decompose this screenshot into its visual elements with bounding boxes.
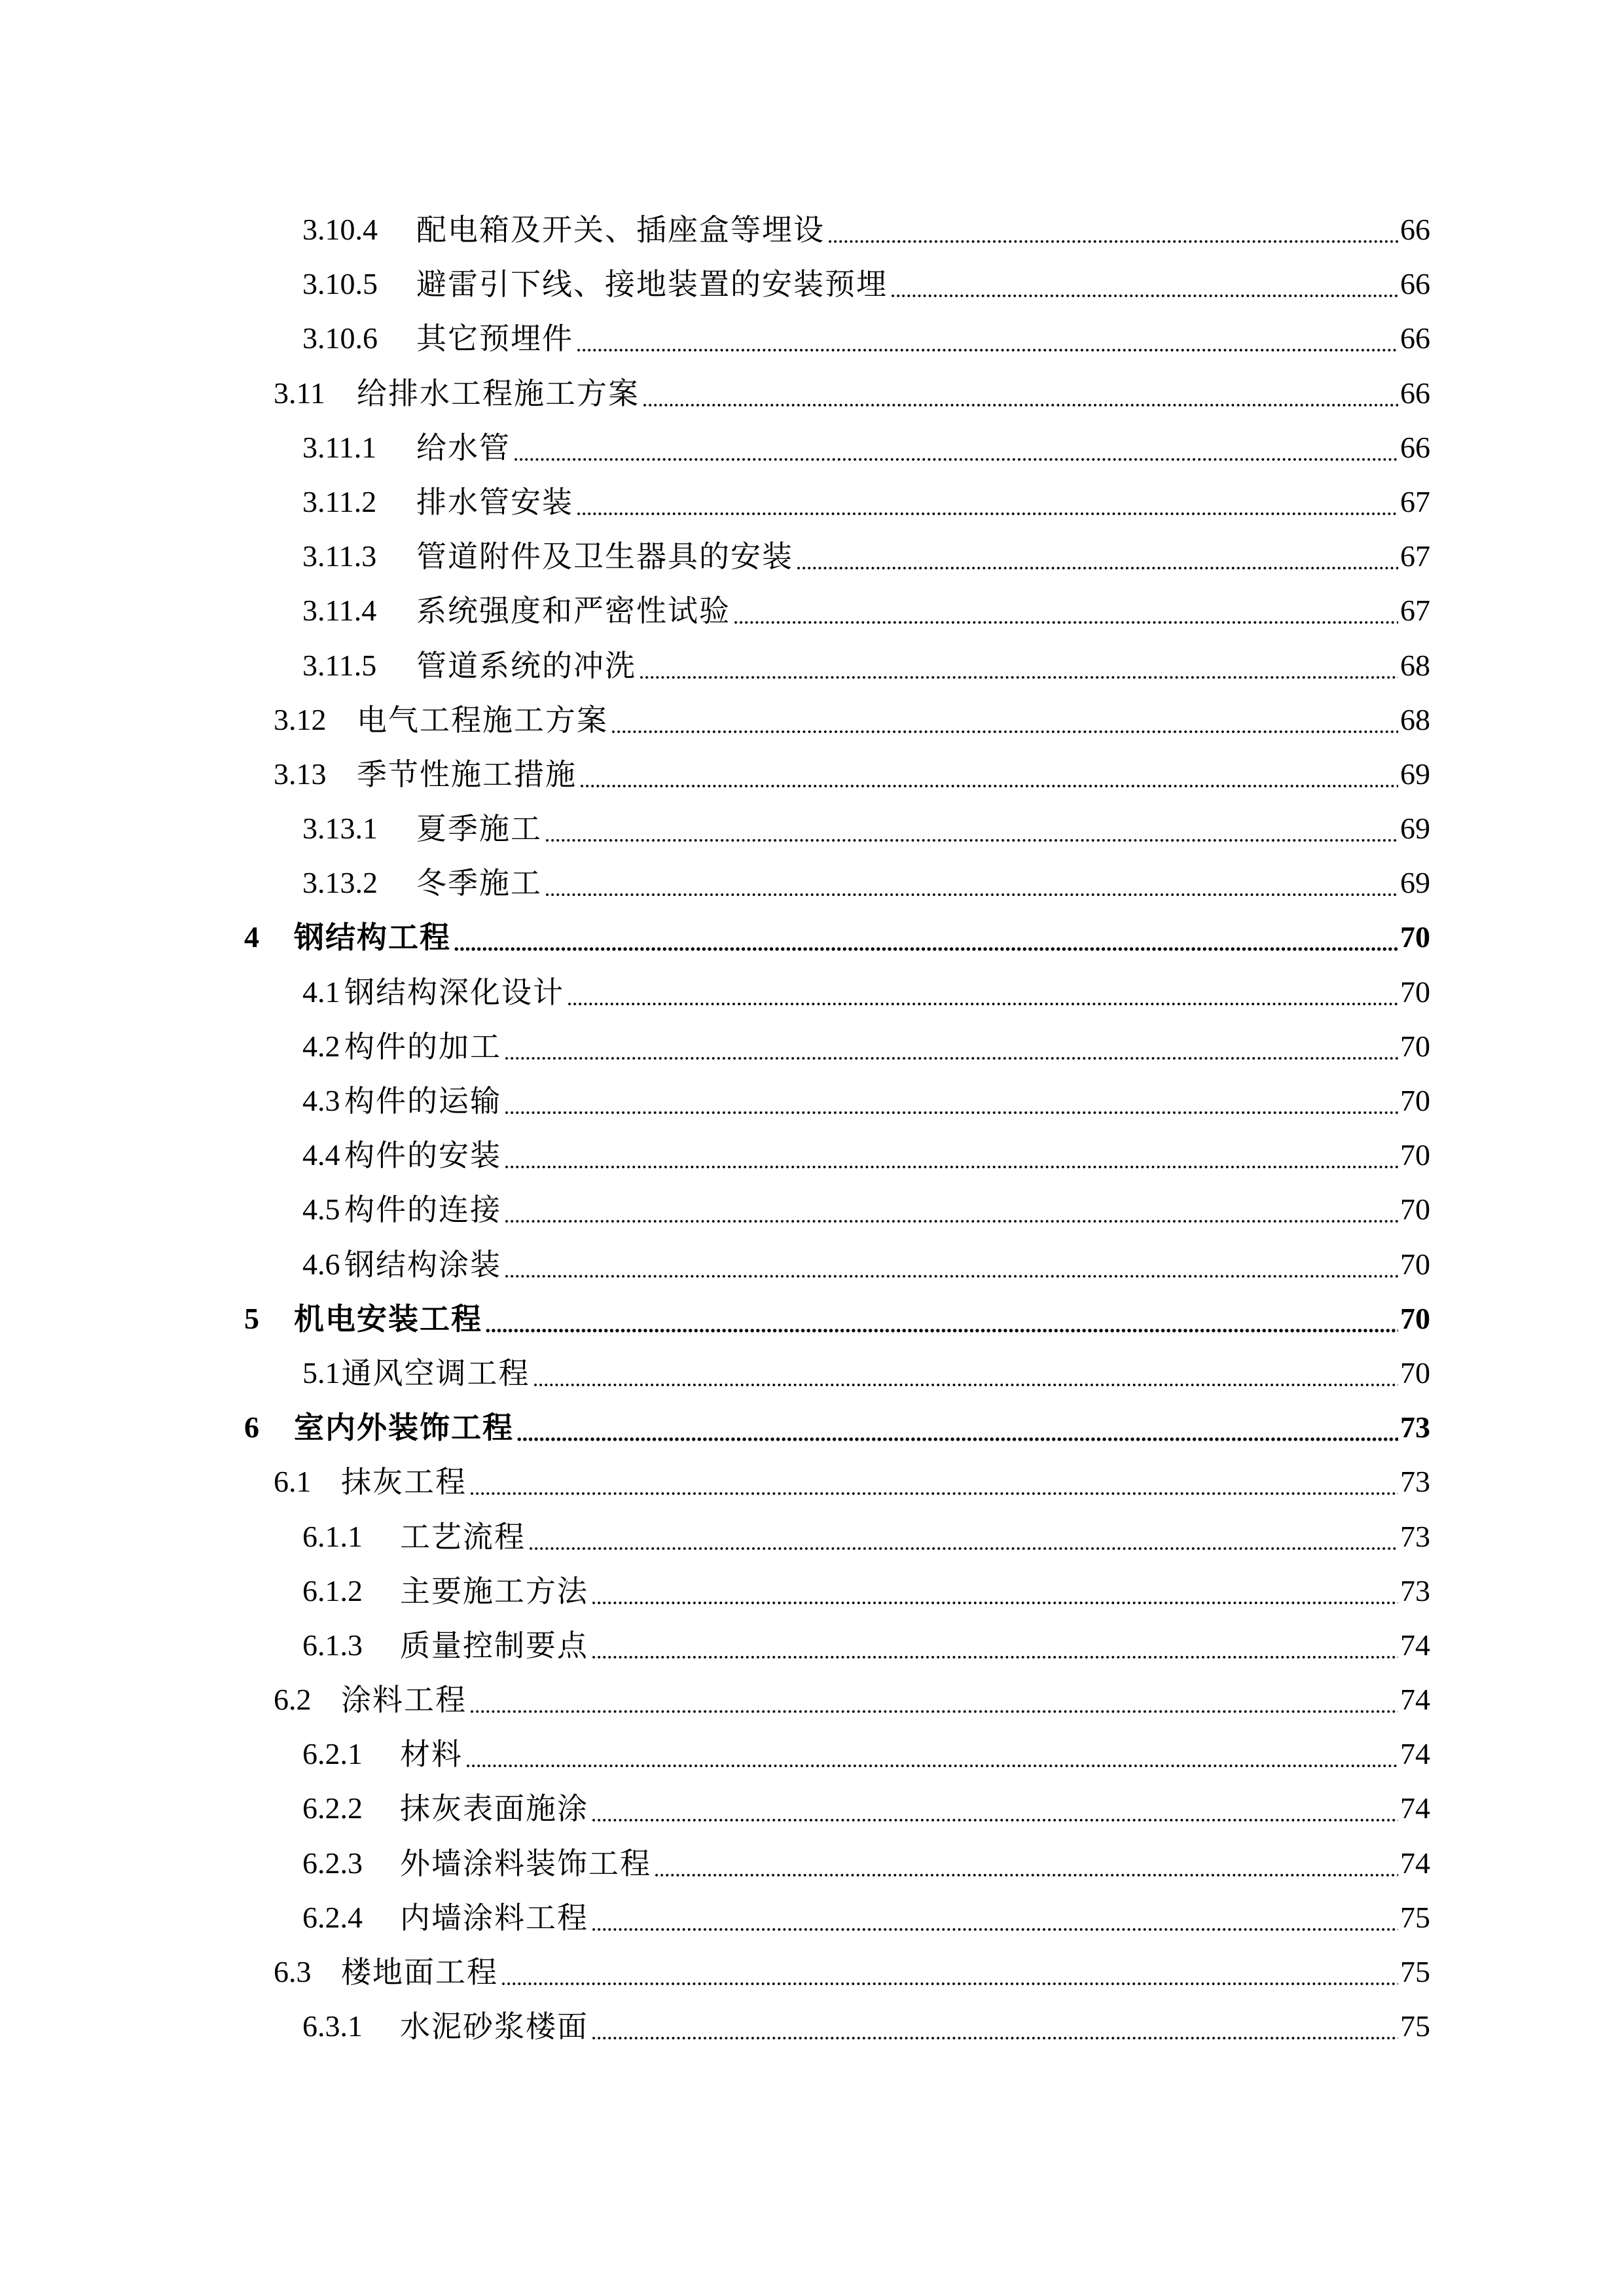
dot-leader — [528, 1519, 1398, 1554]
toc-entry[interactable] — [0, 367, 1624, 421]
toc-entry-title: 机电安装工程 — [294, 1300, 482, 1336]
toc-entry[interactable] — [0, 1891, 1624, 1945]
toc-entry[interactable] — [0, 257, 1624, 312]
toc-entry-number: 3.10.4 — [302, 213, 378, 246]
toc-entry-number: 6.3.1 — [302, 2009, 363, 2043]
toc-entry-number: 4.3 — [302, 1084, 340, 1117]
toc-entry-title: 抹灰工程 — [341, 1464, 467, 1500]
toc-entry-page: 66 — [1400, 376, 1430, 410]
toc-entry-title: 避雷引下线、接地装置的安装预埋 — [416, 266, 888, 302]
dot-leader — [504, 1192, 1398, 1227]
toc-chapter-entry[interactable] — [0, 910, 1624, 965]
toc-entry-number: 6.1 — [274, 1465, 312, 1499]
dot-leader — [796, 539, 1398, 574]
toc-entry-number: 3.12 — [274, 702, 327, 736]
toc-entry-page: 70 — [1400, 975, 1430, 1009]
toc-entry-number: 5 — [244, 1301, 259, 1335]
toc-entry[interactable] — [0, 856, 1624, 910]
dot-leader — [827, 212, 1398, 247]
toc-entry-number: 6.1.2 — [302, 1573, 363, 1607]
toc-entry[interactable] — [0, 1455, 1624, 1509]
toc-entry-title: 室内外装饰工程 — [294, 1410, 514, 1446]
toc-entry-title: 涂料工程 — [341, 1682, 467, 1718]
toc-entry-number: 4.5 — [302, 1193, 340, 1227]
toc-entry-page: 74 — [1400, 1791, 1430, 1825]
toc-entry[interactable] — [0, 693, 1624, 747]
toc-entry-number: 3.13.1 — [302, 812, 378, 846]
toc-entry-number: 3.13 — [274, 757, 327, 791]
dot-leader — [504, 1029, 1398, 1064]
toc-entry[interactable] — [0, 1619, 1624, 1673]
dot-leader — [567, 975, 1398, 1010]
toc-entry-number: 3.10.5 — [302, 267, 378, 301]
toc-entry-number: 3.11.5 — [302, 648, 377, 682]
dot-leader — [890, 266, 1398, 302]
dot-leader — [733, 593, 1398, 628]
toc-chapter-entry[interactable] — [0, 1401, 1624, 1455]
toc-entry[interactable] — [0, 2000, 1624, 2054]
toc-entry-page: 74 — [1400, 1846, 1430, 1880]
dot-leader — [591, 2009, 1398, 2044]
dot-leader — [642, 376, 1398, 411]
toc-entry[interactable] — [0, 1020, 1624, 1074]
toc-entry-page: 68 — [1400, 648, 1430, 682]
toc-entry[interactable] — [0, 802, 1624, 856]
dot-leader — [485, 1301, 1398, 1336]
toc-entry-page: 74 — [1400, 1737, 1430, 1771]
toc-entry-title: 构件的安装 — [344, 1138, 501, 1174]
toc-entry-page: 70 — [1400, 1029, 1430, 1063]
toc-entry-title: 构件的加工 — [344, 1028, 501, 1064]
toc-entry-page: 73 — [1400, 1410, 1430, 1444]
toc-entry-title: 主要施工方法 — [400, 1573, 588, 1609]
toc-entry-page: 73 — [1400, 1573, 1430, 1607]
dot-leader — [545, 865, 1398, 901]
toc-entry-page: 66 — [1400, 430, 1430, 464]
toc-entry-page: 66 — [1400, 321, 1430, 355]
toc-entry-number: 6.2.2 — [302, 1791, 363, 1825]
toc-entry[interactable] — [0, 747, 1624, 802]
toc-entry[interactable] — [0, 1074, 1624, 1128]
toc-entry[interactable] — [0, 1782, 1624, 1836]
toc-entry-number: 4.1 — [302, 975, 340, 1009]
dot-leader — [513, 430, 1398, 465]
dot-leader — [516, 1410, 1398, 1445]
toc-entry-number: 3.11.2 — [302, 484, 377, 518]
toc-entry-title: 冬季施工 — [416, 865, 542, 901]
toc-entry-number: 3.11.3 — [302, 539, 377, 573]
dot-leader — [533, 1355, 1399, 1391]
dot-leader — [504, 1083, 1398, 1119]
toc-entry[interactable] — [0, 1673, 1624, 1727]
toc-entry[interactable] — [0, 1238, 1624, 1292]
toc-entry-page: 70 — [1400, 1355, 1430, 1390]
toc-entry-title: 季节性施工措施 — [357, 756, 577, 792]
toc-entry-number: 3.10.6 — [302, 321, 378, 355]
toc-entry[interactable] — [0, 203, 1624, 257]
toc-entry-title: 质量控制要点 — [400, 1627, 588, 1663]
toc-entry-title: 配电箱及开关、插座盒等埋设 — [416, 212, 825, 247]
toc-chapter-entry[interactable] — [0, 1292, 1624, 1346]
toc-entry[interactable] — [0, 1837, 1624, 1891]
toc-entry-title: 夏季施工 — [416, 811, 542, 847]
toc-entry[interactable] — [0, 421, 1624, 475]
toc-entry[interactable] — [0, 1945, 1624, 2000]
toc-entry-number: 5.1 — [302, 1355, 340, 1390]
toc-entry-number: 6.3 — [274, 1955, 312, 1988]
toc-entry-number: 3.11.1 — [302, 430, 377, 464]
toc-entry-title: 通风空调工程 — [341, 1355, 530, 1391]
toc-entry-number: 6 — [244, 1410, 259, 1444]
toc-entry-title: 给水管 — [416, 429, 511, 465]
toc-entry-page: 69 — [1400, 812, 1430, 846]
toc-entry-number: 3.13.2 — [302, 866, 378, 900]
dot-leader — [579, 757, 1398, 792]
dot-leader — [469, 1464, 1398, 1499]
toc-entry-page: 74 — [1400, 1683, 1430, 1717]
toc-entry-page: 70 — [1400, 1247, 1430, 1281]
toc-entry-page: 67 — [1400, 539, 1430, 573]
toc-entry[interactable] — [0, 1346, 1624, 1401]
toc-entry-number: 6.2.1 — [302, 1737, 363, 1771]
toc-entry[interactable] — [0, 1727, 1624, 1782]
dot-leader — [545, 811, 1398, 846]
toc-entry-title: 抹灰表面施涂 — [400, 1791, 588, 1827]
toc-entry[interactable] — [0, 584, 1624, 638]
toc-entry-title: 水泥砂浆楼面 — [400, 2009, 588, 2045]
toc-entry-number: 4.4 — [302, 1138, 340, 1172]
dot-leader — [469, 1682, 1398, 1717]
dot-leader — [454, 920, 1398, 955]
toc-entry-page: 67 — [1400, 484, 1430, 518]
toc-entry-title: 楼地面工程 — [341, 1954, 498, 1990]
toc-entry[interactable] — [0, 1564, 1624, 1619]
dot-leader — [576, 321, 1398, 356]
toc-entry-title: 管道附件及卫生器具的安装 — [416, 539, 793, 575]
dot-leader — [591, 1791, 1398, 1826]
toc-entry-page: 70 — [1400, 920, 1430, 954]
toc-entry-title: 系统强度和严密性试验 — [416, 593, 731, 629]
dot-leader — [591, 1900, 1398, 1935]
dot-leader — [654, 1846, 1398, 1881]
toc-entry-page: 74 — [1400, 1628, 1430, 1662]
toc-entry[interactable] — [0, 639, 1624, 693]
toc-entry-title: 工艺流程 — [400, 1518, 526, 1554]
toc-entry-title: 排水管安装 — [416, 484, 573, 520]
toc-entry-title: 钢结构涂装 — [344, 1246, 501, 1282]
dot-leader — [576, 484, 1398, 520]
toc-entry-number: 4.2 — [302, 1029, 340, 1063]
toc-entry-page: 73 — [1400, 1465, 1430, 1499]
toc-entry-page: 68 — [1400, 702, 1430, 736]
toc-entry-title: 电气工程施工方案 — [357, 702, 608, 738]
toc-entry-page: 70 — [1400, 1084, 1430, 1117]
toc-entry-page: 66 — [1400, 213, 1430, 246]
toc-entry-title: 钢结构深化设计 — [344, 974, 564, 1010]
toc-entry[interactable] — [0, 529, 1624, 584]
toc-entry-number: 6.2 — [274, 1683, 312, 1717]
dot-leader — [591, 1628, 1398, 1663]
dot-leader — [504, 1247, 1398, 1282]
dot-leader — [611, 702, 1398, 738]
toc-entry-page: 67 — [1400, 594, 1430, 628]
toc-entry-number: 3.11.4 — [302, 594, 377, 628]
toc-entry-title: 外墙涂料装饰工程 — [400, 1845, 651, 1881]
dot-leader — [504, 1138, 1398, 1173]
toc-entry-number: 6.2.4 — [302, 1900, 363, 1934]
toc-entry-page: 73 — [1400, 1519, 1430, 1553]
toc-entry[interactable] — [0, 965, 1624, 1020]
toc-entry-page: 75 — [1400, 1900, 1430, 1934]
dot-leader — [591, 1573, 1398, 1609]
toc-entry-title: 钢结构工程 — [294, 920, 451, 956]
toc-entry-page: 69 — [1400, 866, 1430, 900]
toc-entry-page: 69 — [1400, 757, 1430, 791]
toc-entry-page: 75 — [1400, 2009, 1430, 2043]
toc-entry[interactable] — [0, 1183, 1624, 1237]
toc-entry[interactable] — [0, 475, 1624, 529]
toc-entry[interactable] — [0, 1510, 1624, 1564]
toc-entry-title: 管道系统的冲洗 — [416, 647, 636, 683]
toc-entry[interactable] — [0, 312, 1624, 366]
toc-entry-title: 给排水工程施工方案 — [357, 375, 640, 411]
dot-leader — [501, 1954, 1398, 1990]
toc-entry-page: 70 — [1400, 1193, 1430, 1227]
dot-leader — [639, 648, 1398, 683]
toc-entry-title: 材料 — [400, 1736, 463, 1772]
toc-entry-page: 75 — [1400, 1955, 1430, 1988]
toc-entry-title: 其它预埋件 — [416, 321, 573, 357]
toc-entry-number: 4 — [244, 920, 259, 954]
toc-entry-number: 4.6 — [302, 1247, 340, 1281]
toc-entry-number: 6.1.3 — [302, 1628, 363, 1662]
toc-entry-title: 构件的运输 — [344, 1083, 501, 1119]
toc-entry-number: 3.11 — [274, 376, 325, 410]
toc-entry-number: 6.2.3 — [302, 1846, 363, 1880]
dot-leader — [465, 1736, 1398, 1772]
toc-entry-title: 内墙涂料工程 — [400, 1899, 588, 1935]
table-of-contents — [0, 203, 1624, 2054]
toc-entry-page: 70 — [1400, 1301, 1430, 1335]
toc-entry-title: 构件的连接 — [344, 1192, 501, 1228]
toc-entry-page: 66 — [1400, 267, 1430, 301]
toc-entry[interactable] — [0, 1128, 1624, 1183]
toc-entry-number: 6.1.1 — [302, 1519, 363, 1553]
toc-entry-page: 70 — [1400, 1138, 1430, 1172]
